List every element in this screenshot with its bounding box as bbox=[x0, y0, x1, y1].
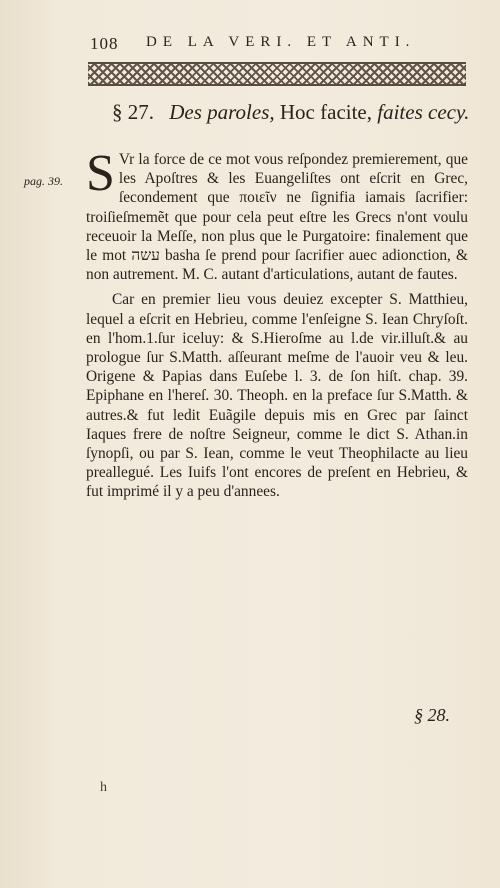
paragraph-first bbox=[86, 145, 469, 284]
section-number: § 27. bbox=[112, 100, 154, 124]
section-title-italic: Des paroles, bbox=[169, 100, 275, 124]
page-number: 108 bbox=[90, 34, 119, 53]
section-heading bbox=[112, 100, 482, 125]
section-title-roman: Hoc facite, bbox=[279, 100, 373, 124]
running-title: DE LA VERI. ET ANTI. bbox=[146, 34, 416, 50]
body-text bbox=[86, 145, 469, 502]
stray-mark: h bbox=[100, 780, 107, 795]
catchword: § 28. bbox=[414, 705, 450, 725]
paragraph-second: Car en premier lieu vous deuiez excepter S. Matthieu, lequel a eſcrit en Hebrieu, comme l'enſeigne S. Iean Chryſoſt. en l'hom.1.ſur iceluy: & S.Hieroſme au l.de vir.illuſt.& au prologue ſur S.Matth. aſſeurant meſme de l'auoir veu & leu. Origene & Papias dans Euſebe l. 3. de ſon hiſt. chap. 39. Epiphane en l'hereſ. 30. Theoph. en la preface ſur S.Matth. & autres.& fut ledit Euãgile depuis mis en Grec par ſainct Iaques frere de noſtre Seigneur, comme le dict S. Athan.in ſynopſi, ou par S. Iean, comme le veut Theophilacte au lieu preallegué. Les Iuifs l'ont encores de preſent en Hebrieu, & fut imprimé il y a peu d'annees. bbox=[86, 291, 468, 501]
ornament-band bbox=[88, 62, 466, 86]
section-title-italic-end: faites cecy. bbox=[377, 100, 470, 124]
drop-cap: S bbox=[86, 145, 115, 202]
margin-note: pag. 39. bbox=[24, 174, 63, 188]
running-head bbox=[86, 34, 476, 56]
paragraph-first-text: Vr la force de ce mot vous reſpondez premierement, que les Apoſtres & les Euangeliſtes ont eſcrit en Grec, ſecondement que ποιεῖν ne ſignifia iamais ſacrifier: troiſieſmemẽt que pour cela peut eſtre les Grecs n'ont voulu receuoir la Meſſe, non plus que le Purgatoire: finalement que le mot עשה basha ſe prend pour ſacrifier auec adionction, & non autrement. M. C. autant d'articulations, autant de fautes. bbox=[86, 151, 469, 284]
